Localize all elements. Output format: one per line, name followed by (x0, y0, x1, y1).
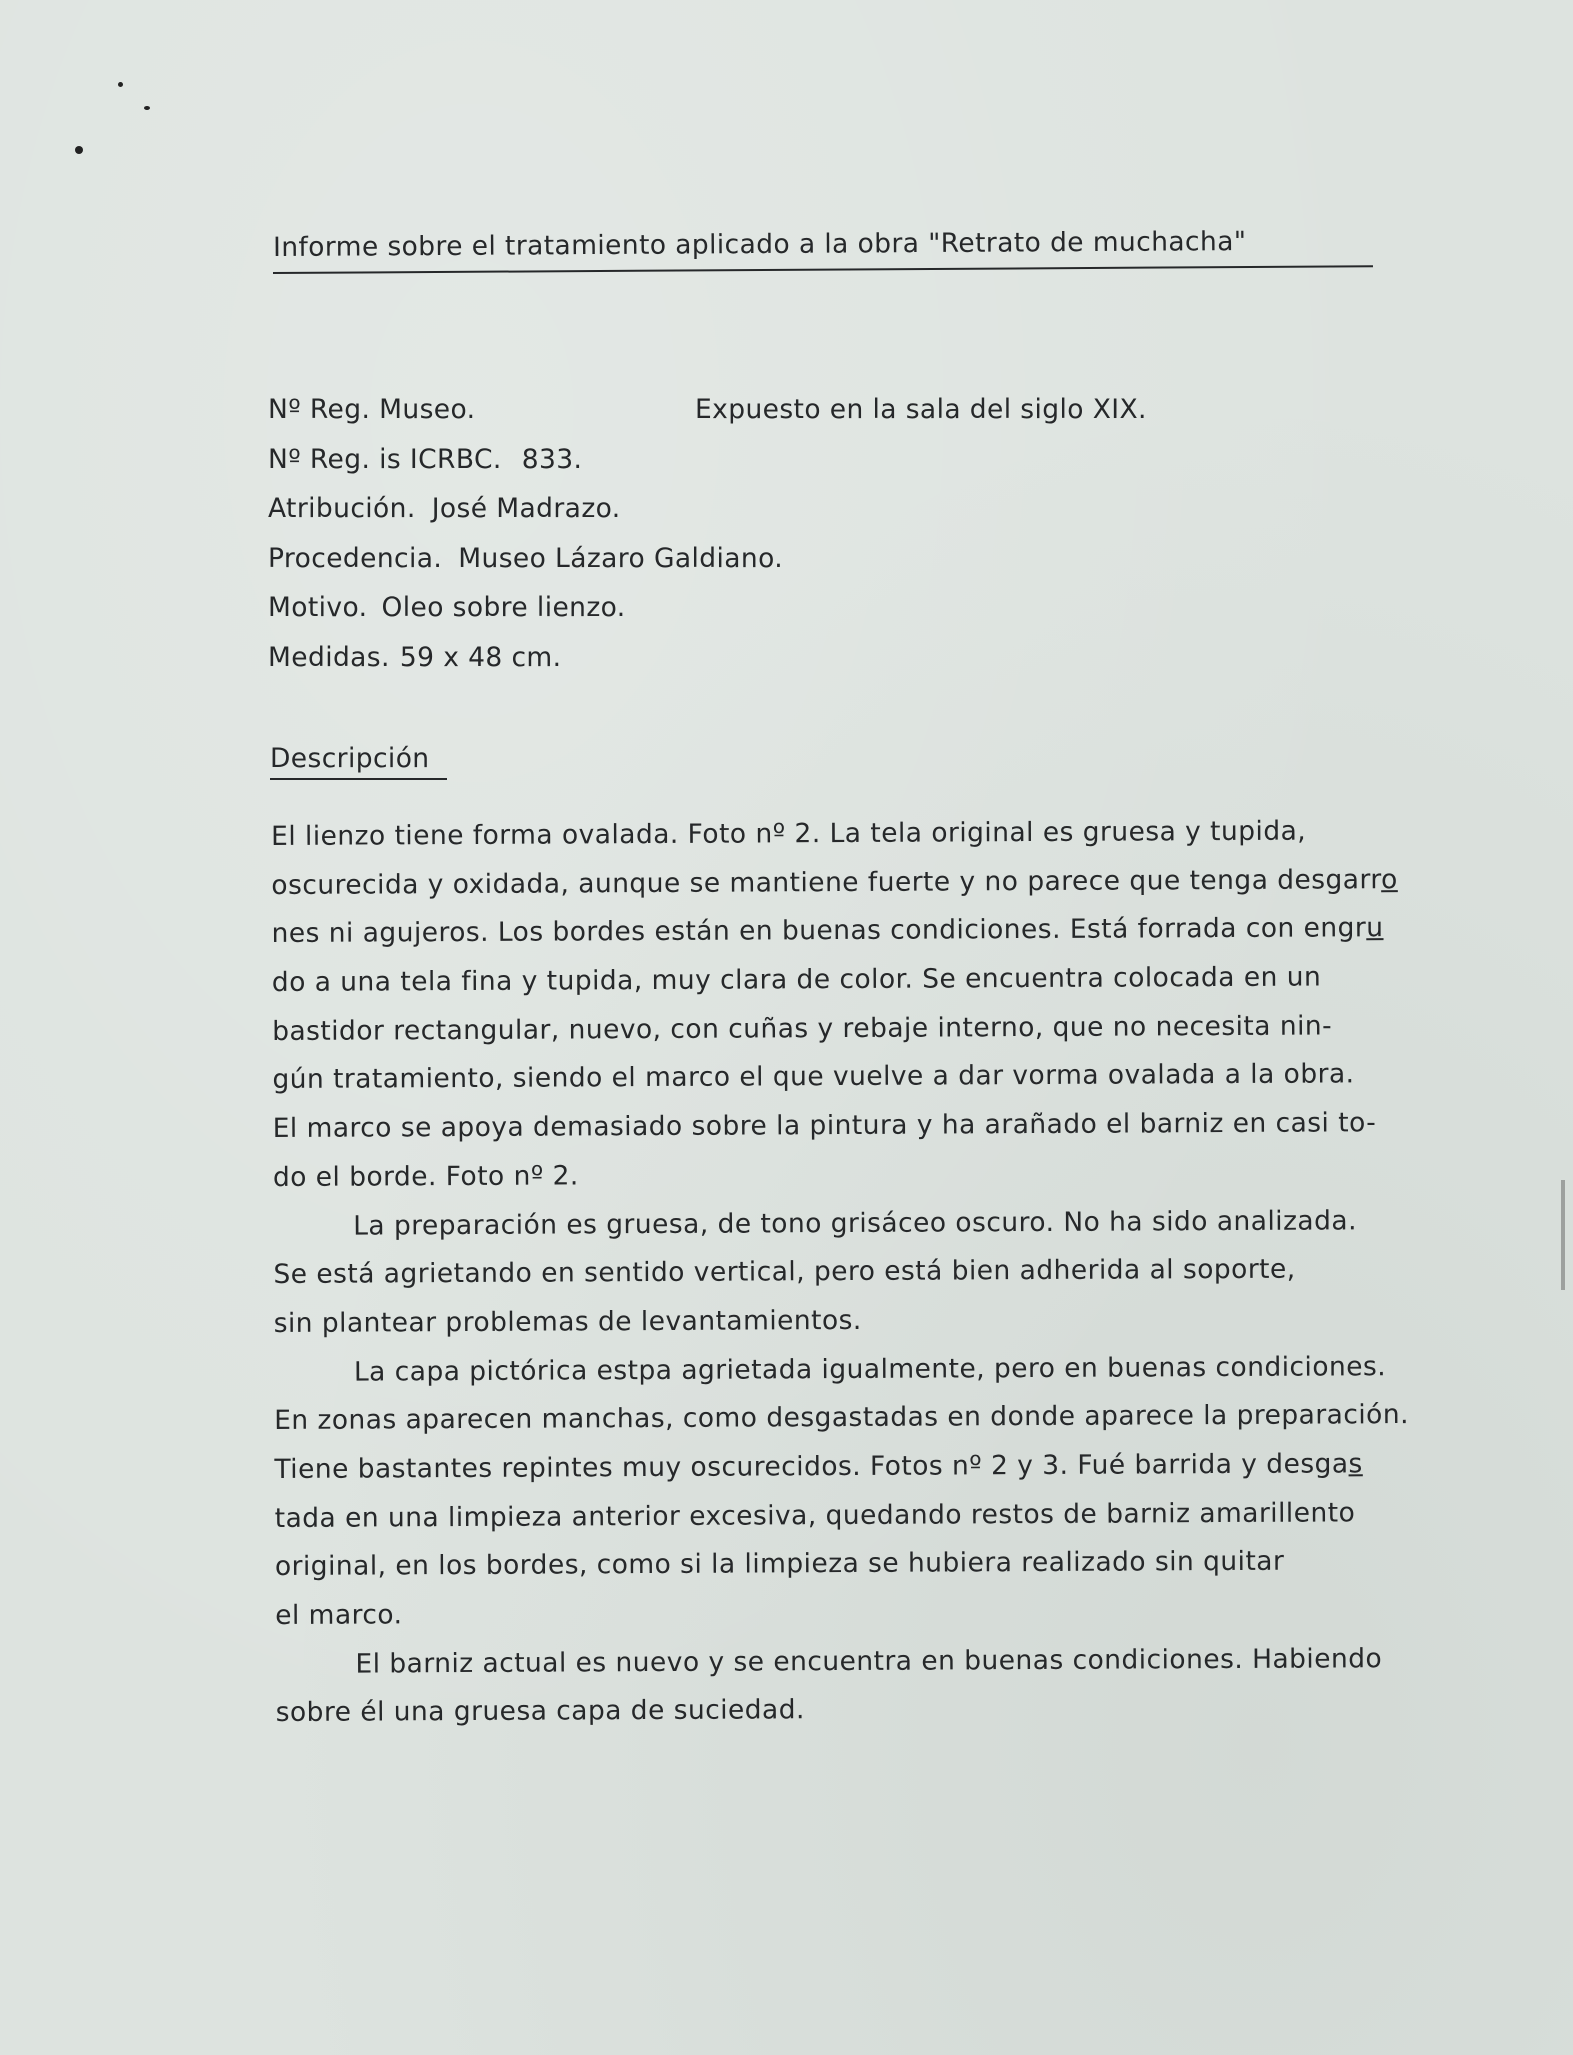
description-line (275, 1634, 1525, 1689)
description-line-text: gún tratamiento, siendo el marco el que vuelve a dar vorma ovalada a la obra. (272, 1058, 1355, 1096)
description-line (273, 1196, 1523, 1251)
description-line-text: bastidor rectangular, nuevo, con cuñas y rebaje interno, que no necesita nin- (272, 1010, 1333, 1047)
motif-row (268, 583, 783, 633)
description-line-text: El marco se apoya demasiado sobre la pintura y ha arañado el barniz en casi to- (272, 1107, 1377, 1145)
description-line (272, 904, 1522, 959)
description-line-text: nes ni agujeros. Los bordes están en buenas condiciones. Está forrada con engr (271, 912, 1367, 950)
description-line (272, 1050, 1522, 1105)
description-line (275, 1488, 1525, 1543)
description-line-text: La preparación es gruesa, de tono grisáceo oscuro. No ha sido analizada. (353, 1204, 1357, 1242)
museum-reg-label: Nº Reg. Museo. (268, 394, 476, 425)
description-line (271, 855, 1521, 910)
description-line-text: tada en una limpieza anterior excesiva, quedando restos de barniz amarillento (274, 1496, 1356, 1534)
description-body (271, 806, 1526, 1738)
hyphenation-underline: u (1366, 912, 1384, 944)
description-line-text: Tiene bastantes repintes muy oscurecidos. Fotos nº 2 y 3. Fué barrida y desga (274, 1448, 1349, 1485)
description-line (273, 1147, 1523, 1202)
icrbc-reg-value: 833. (521, 443, 583, 475)
exhibited-location: Expuesto en la sala del siglo XIX. (695, 394, 1147, 425)
description-line (273, 1099, 1523, 1154)
description-line-text: sobre él una gruesa capa de suciedad. (275, 1694, 805, 1729)
attribution-row (268, 484, 783, 534)
attribution-value: José Madrazo. (431, 493, 621, 524)
description-line (271, 806, 1521, 861)
description-line (272, 1001, 1522, 1056)
scan-speck (118, 82, 123, 87)
scan-speck (144, 106, 150, 110)
description-line-text: El lienzo tiene forma ovalada. Foto nº 2. La tela original es gruesa y tupida, (271, 815, 1307, 852)
scan-speck (75, 146, 83, 154)
icrbc-reg-row (268, 435, 783, 485)
measurements-value: 59 x 48 cm. (399, 641, 562, 673)
description-line (276, 1683, 1526, 1738)
provenance-label: Procedencia. (268, 542, 443, 574)
description-line (274, 1293, 1524, 1348)
description-line (275, 1585, 1525, 1640)
description-line (274, 1439, 1524, 1494)
measurements-label: Medidas. (268, 641, 390, 673)
description-line-text: La capa pictórica estpa agrietada igualmente, pero en buenas condiciones. (353, 1350, 1387, 1388)
motif-value: Oleo sobre lienzo. (381, 592, 626, 623)
provenance-row (268, 534, 783, 584)
description-heading: Descripción (270, 743, 430, 774)
description-line-text: do a una tela fina y tupida, muy clara de color. Se encuentra colocada en un (271, 961, 1322, 999)
attribution-label: Atribución. (268, 493, 416, 524)
motif-label: Motivo. (268, 592, 368, 623)
description-line-text: do el borde. Foto nº 2. (272, 1160, 579, 1193)
description-line (274, 1391, 1524, 1446)
description-line (272, 953, 1522, 1008)
description-line-text: El barniz actual es nuevo y se encuentra en buenas condiciones. Habiendo (355, 1642, 1383, 1680)
description-line-text: original, en los bordes, como si la limpieza se hubiera realizado sin quitar (274, 1546, 1285, 1583)
description-line-text: Se está agrietando en sentido vertical, pero está bien adherida al soporte, (273, 1253, 1296, 1291)
scan-edge-mark (1561, 1180, 1565, 1290)
document-title: Informe sobre el tratamiento aplicado a la obra "Retrato de muchacha" (273, 226, 1247, 263)
icrbc-reg-label: Nº Reg. is ICRBC. (268, 443, 502, 475)
measurements-row (268, 633, 783, 683)
description-line-text: el marco. (275, 1599, 403, 1631)
hyphenation-underline: o (1381, 863, 1398, 895)
description-line-text: oscurecida y oxidada, aunque se mantiene fuerte y no parece que tenga desgarr (271, 863, 1382, 901)
hyphenation-underline: s (1348, 1448, 1363, 1480)
description-line-text: En zonas aparecen manchas, como desgastadas en donde aparece la preparación. (274, 1399, 1410, 1437)
description-line (273, 1245, 1523, 1300)
title-underline (273, 265, 1373, 274)
description-line-text: sin plantear problemas de levantamientos. (273, 1304, 862, 1339)
description-heading-underline (270, 778, 447, 780)
provenance-value: Museo Lázaro Galdiano. (458, 542, 784, 574)
description-line (274, 1342, 1524, 1397)
description-line (275, 1537, 1525, 1592)
